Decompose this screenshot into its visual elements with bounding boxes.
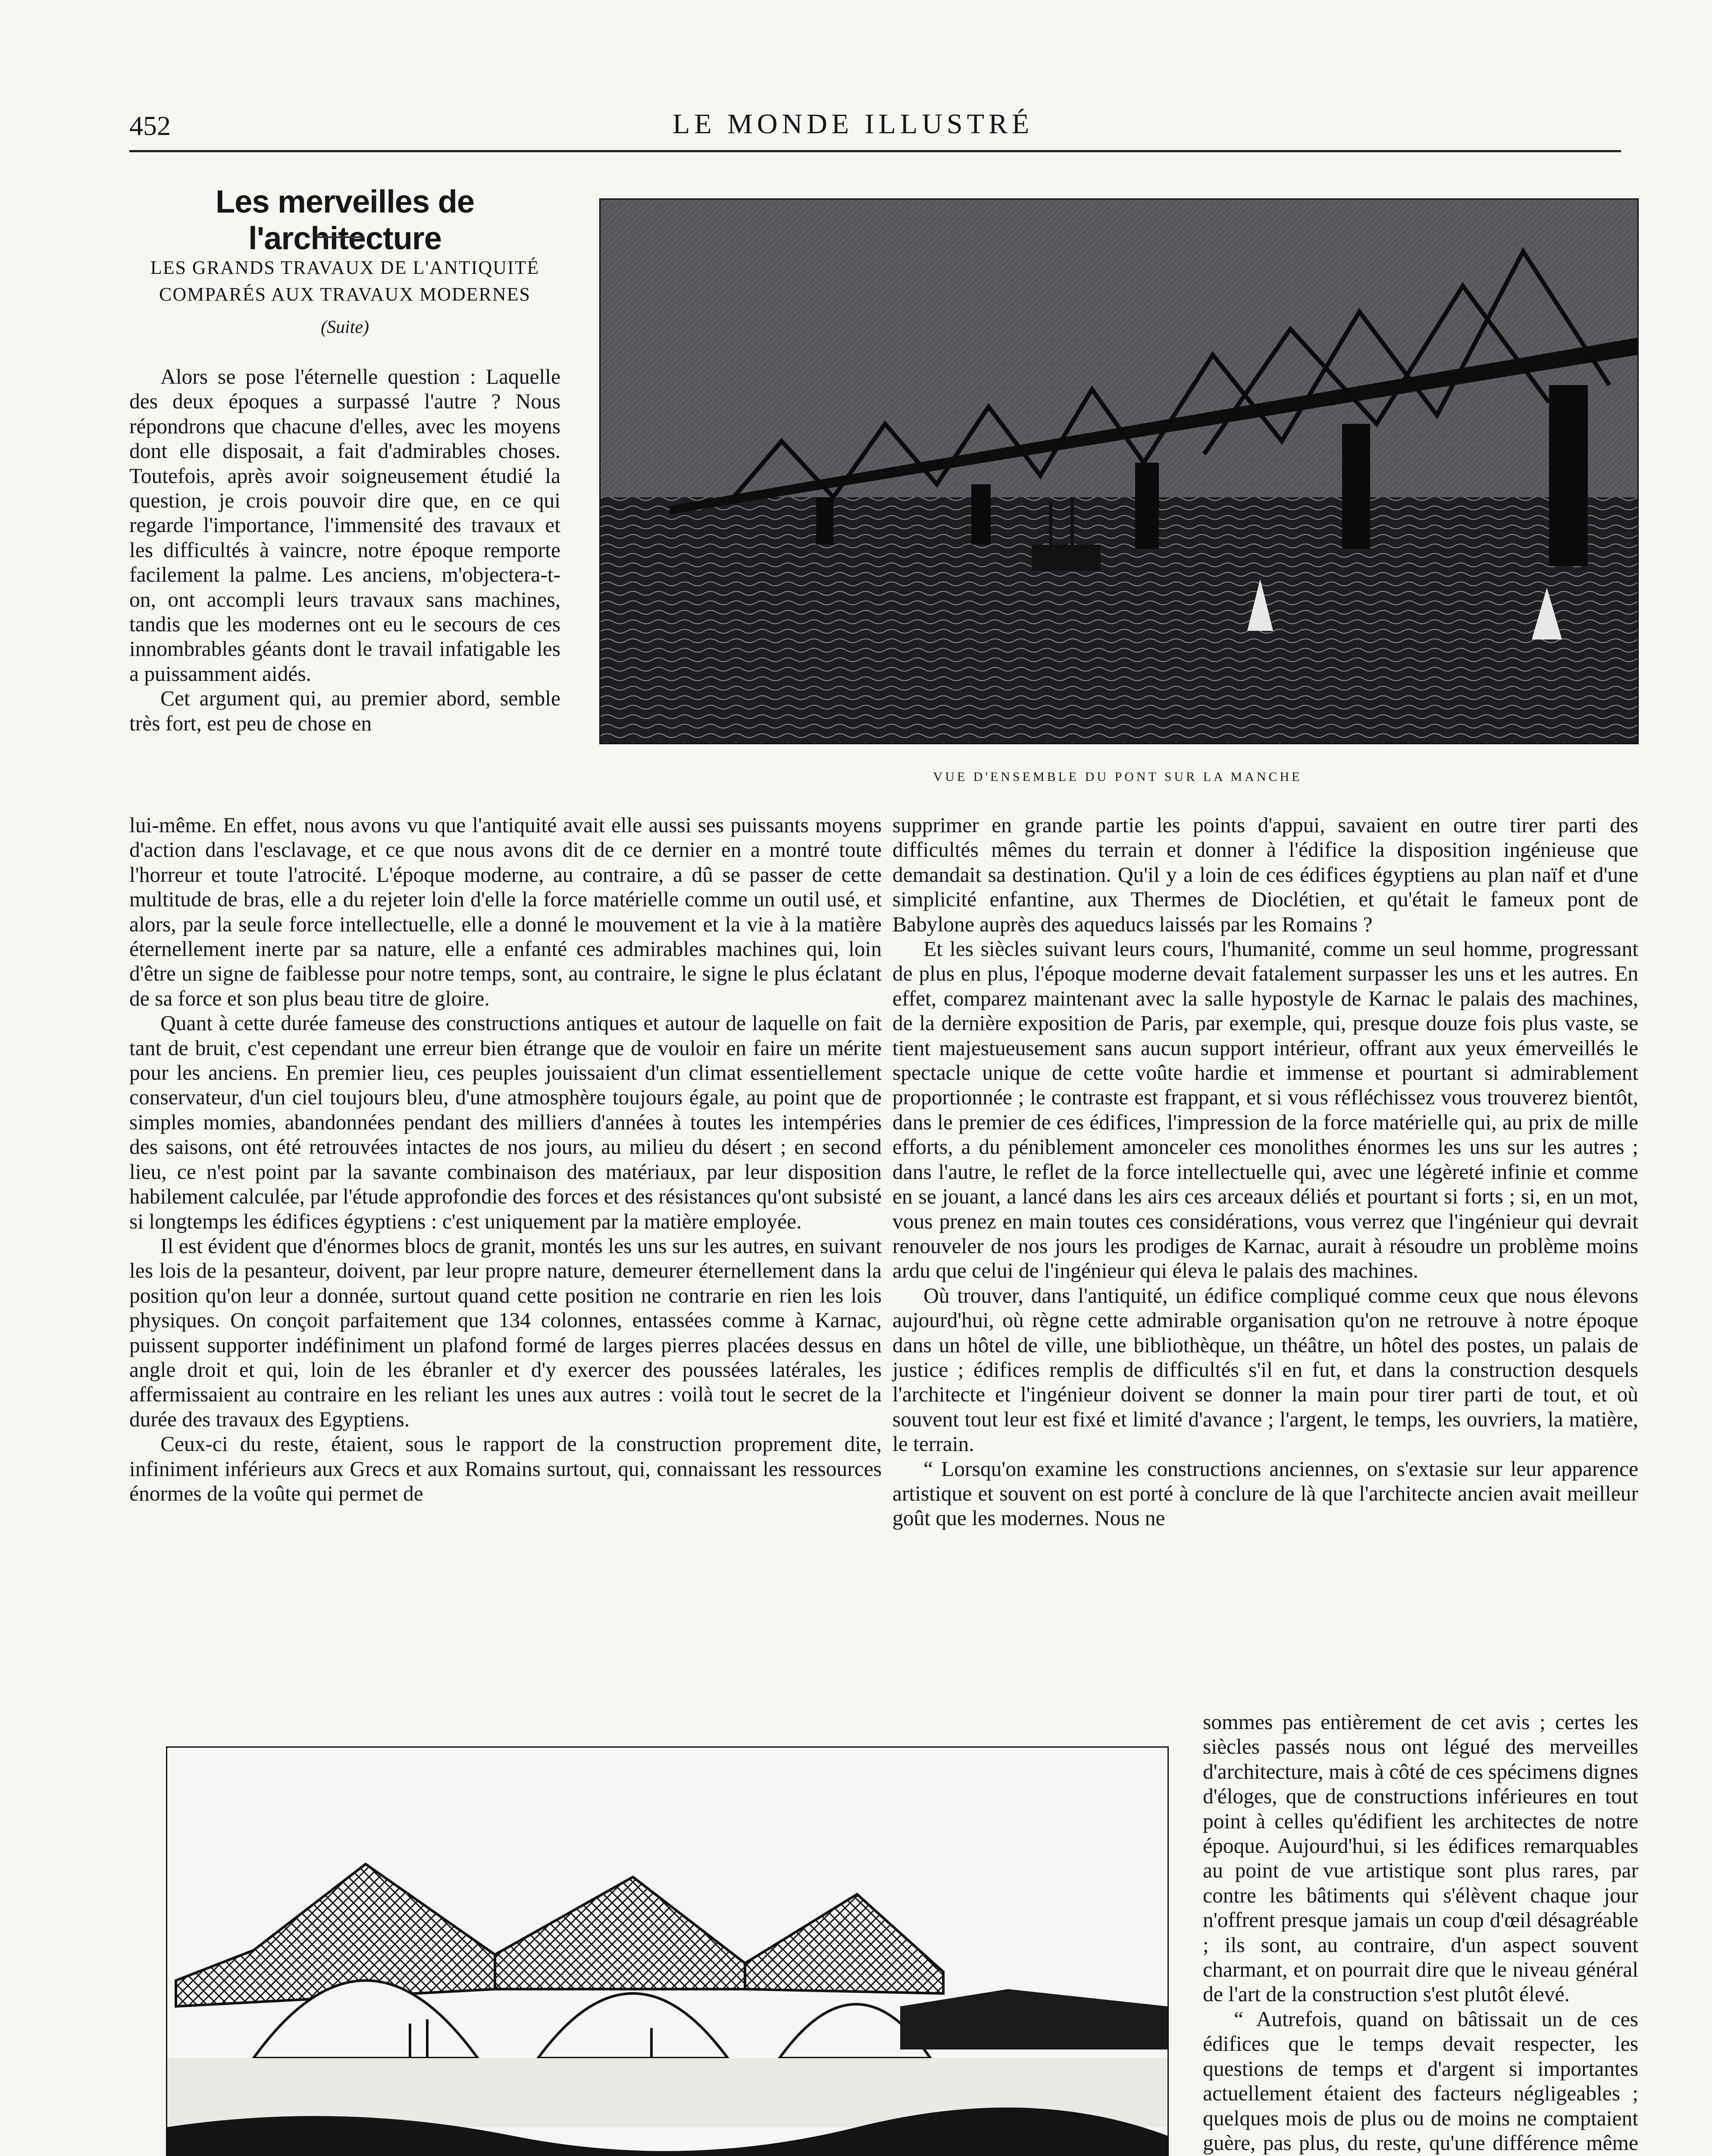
paragraph: supprimer en grande partie les points d'appui, savaient en outre tirer parti des difficultés mêmes du terrain et donner à l'édifice la disposition ingénieuse que demandait sa destination. Qu'il y a loin de ces édifices égyptiens au plan naïf et d'une simplicité enfantine, aux Thermes de Dioclétien, et qu'était le fameux pont de Babylone auprès des aqueducs laissés par les Romains ? [892,813,1638,936]
paragraph: Ceux-ci du reste, étaient, sous le rapport de la construction proprement dite, infiniment inférieurs aux Grecs et aux Romains surtout, qui, connaissant les ressources énormes de la voûte qui permet de [129,1432,882,1505]
paragraph: sommes pas entièrement de cet avis ; certes les siècles passés nous ont légué des merveilles d'architecture, mais à côté de ces spécimens dignes d'éloges, que de constructions inférieures en tout point à celles qu'édifient les architectes de notre époque. Aujourd'hui, si les édifices remarquables au point de vue artistique sont plus rares, par contre les bâtiments qui s'élèvent chaque jour n'offrent presque jamais un coup d'œil désagréable ; ils sont, au contraire, d'un aspect souvent charmant, et on pourrait dire que le niveau général de l'art de la construction s'est plutôt élevé. [1203,1710,1638,2006]
title-divider [317,236,364,238]
column-2-middle [892,813,1638,1531]
paragraph: Cet argument qui, au premier abord, semble très fort, est peu de chose en [129,686,560,735]
bridge-channel-engraving [601,200,1637,743]
illustration-bridge-channel [599,198,1639,744]
header-rule [129,150,1621,152]
page-number: 452 [129,110,171,141]
paragraph: lui-même. En effet, nous avons vu que l'antiquité avait elle aussi ses puissants moyens d'action dans l'esclavage, et ce que nous avons dit de ce dernier en a montré toute l'horreur et toute l'atrocité. L'époque moderne, au contraire, a dû se passer de cette multitude de bras, elle a du rejeter loin d'elle la force matérielle comme un outil usé, et alors, par la seule force intellectuelle, elle a donné le mouvement et la vie à la matière éternellement inerte par sa nature, elle a enfanté ces admirables machines qui, loin d'être un signe de faiblesse pour notre temps, sont, au contraire, le signe le plus éclatant de sa force et son plus beau titre de gloire. [129,813,882,1010]
paragraph: Il est évident que d'énormes blocs de granit, montés les uns sur les autres, en suivant les lois de la pesanteur, doivent, par leur propre nature, demeurer éternellement dans la position qu'on leur a donnée, surtout quand cette position ne contrarie en rien les lois physiques. On conçoit parfaitement que 134 colonnes, entassées comme à Karnac, puissent supporter indéfiniment un plafond formé de larges pierres placées dessus en angle droit et qui, loin de les ébranler et d'y exercer des poussées latérales, les affermissaient au contraire en les reliant les unes aux autres : voilà tout le secret de la durée des travaux des Egyptiens. [129,1234,882,1431]
figure-caption-top: VUE D'ENSEMBLE DU PONT SUR LA MANCHE [933,770,1302,784]
journal-title: LE MONDE ILLUSTRÉ [673,108,1034,140]
column-2-bottom [1203,1710,1638,2156]
column-1-bottom [129,813,882,1506]
column-1-top [129,364,560,736]
paragraph: Quant à cette durée fameuse des constructions antiques et autour de laquelle on fait tant de bruit, c'est cependant une erreur bien étrange que de vouloir en faire un mérite pour les anciens. En premier lieu, ces peuples jouissaient d'un climat essentiellement conservateur, d'un ciel toujours bleu, d'une atmosphère toujours égale, au point que de simples momies, abandonnées pendant des milliers d'années à toutes les intempéries des saisons, ont été retrouvées intactes de nos jours, au milieu du désert ; en second lieu, ce n'est point par la savante combinaison des matériaux, par leur disposition habilement calculée, par l'étude approfondie des forces et des résistances qu'ont subsisté si longtemps les édifices égyptiens : c'est uniquement par la matière employée. [129,1011,882,1233]
paragraph: “ Autrefois, quand on bâtissait un de ces édifices que le temps devait respecter, les questions de temps et d'argent si importantes actuellement étaient des facteurs négligeables ; quelques mois de plus ou de moins ne comptaient guère, pas plus, du reste, qu'une différence même [1203,2007,1638,2155]
illustration-forth-bridge [166,1746,1169,2156]
subtitle-line-2: COMPARÉS AUX TRAVAUX MODERNES [159,284,531,305]
paragraph: Et les siècles suivant leurs cours, l'humanité, comme un seul homme, progressant de plus en plus, l'époque moderne devait fatalement surpasser les uns et les autres. En effet, comparez maintenant avec la salle hypostyle de Karnac le palais des machines, de la dernière exposition de Paris, par exemple, qui, presque douze fois plus vaste, se tient majestueusement sans aucun support intérieur, offrant aux yeux émerveillés le spectacle unique de cette voûte hardie et immense et pourtant si admirablement proportionnée ; le contraste est frappant, et si vous réfléchissez vous trouverez bientôt, dans le premier de ces édifices, l'impression de la force matérielle qui, au prix de mille efforts, a du péniblement amonceler ces monolithes énormes les uns sur les autres ; dans l'autre, le reflet de la force intellectuelle qui, avec une légèreté infinie et comme en se jouant, a lancé dans les airs ces arceaux déliés et pourtant si forts ; si, en un mot, vous prenez en main toutes ces considérations, vous verrez que l'ingénieur qui devrait renouveler de nos jours les prodiges de Karnac, aurait à résoudre un problème moins ardu que celui de l'ingénieur qui éleva le palais des machines. [892,937,1638,1283]
article-subtitle [129,254,560,308]
article-title: Les merveilles de l'architecture [215,184,475,256]
paragraph: Alors se pose l'éternelle question : Laquelle des deux époques a surpassé l'autre ? Nous répondrons que chacune d'elles, avec les moyens dont elle disposait, a fait d'admirables choses. Toutefois, après avoir soigneusement étudié la question, je crois pouvoir dire que, en ce qui regarde l'importance, l'immensité des travaux et les difficultés à vaincre, notre époque remporte facilement la palme. Les anciens, m'objectera-t-on, ont accompli leurs travaux sans machines, tandis que les modernes ont eu le secours de ces innombrables géants dont le travail infatigable les a puissamment aidés. [129,365,560,686]
continued-marker: (Suite) [321,317,369,337]
forth-bridge-engraving [167,1748,1167,2156]
subtitle-line-1: LES GRANDS TRAVAUX DE L'ANTIQUITÉ [150,257,540,278]
paragraph: Où trouver, dans l'antiquité, un édifice compliqué comme ceux que nous élevons aujourd'hui, où règne cette admirable organisation qu'on ne retrouve à notre époque dans un hôtel de ville, une bibliothèque, un théâtre, un hôtel des postes, un palais de justice ; édifices remplis de difficultés s'il en fut, et dans la construction desquels l'architecte et l'ingénieur doivent se donner la main pour tirer parti de tout, et où souvent tout leur est fixé et limité d'avance ; l'argent, le temps, les ouvriers, la matière, le terrain. [892,1283,1638,1456]
paragraph: “ Lorsqu'on examine les constructions anciennes, on s'extasie sur leur apparence artistique et souvent on est porté à conclure de là que l'architecte ancien avait meilleur goût que les modernes. Nous ne [892,1457,1638,1530]
